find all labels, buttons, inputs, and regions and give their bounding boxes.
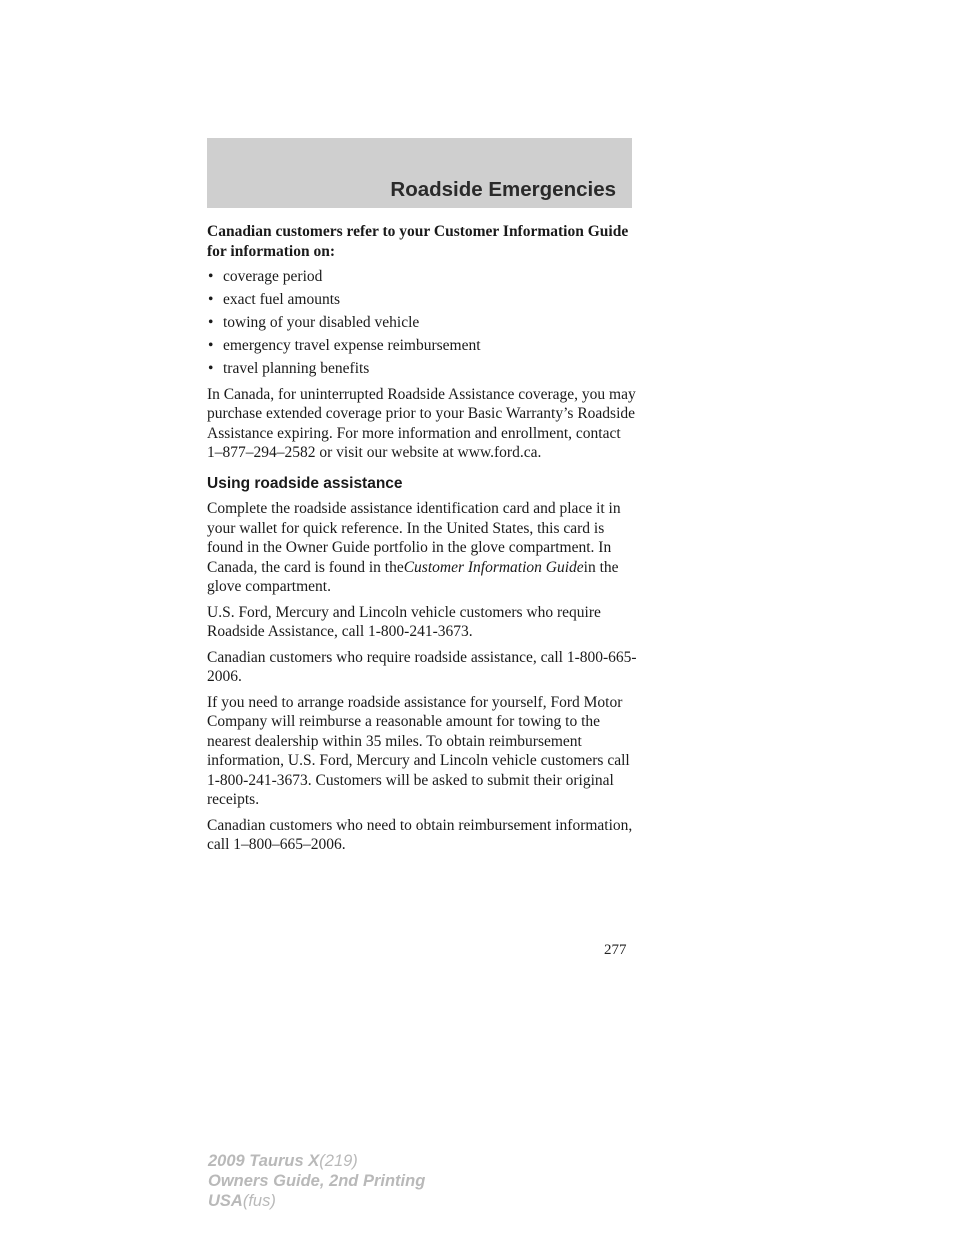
bullet-icon: • bbox=[208, 337, 214, 354]
canadian-reimbursement-paragraph: Canadian customers who need to obtain reimbursement information, call 1–800–665–2006. bbox=[207, 816, 633, 853]
footer-market-line bbox=[208, 1191, 425, 1211]
section-title: Roadside Emergencies bbox=[390, 178, 616, 201]
list-item-text: travel planning benefits bbox=[223, 360, 370, 377]
canada-intro: Canadian customers refer to your Customer Information Guide for information on: bbox=[207, 223, 629, 260]
list-item-text: coverage period bbox=[223, 268, 323, 285]
list-item-text: exact fuel amounts bbox=[223, 291, 341, 308]
bullet-icon: • bbox=[208, 360, 214, 377]
canada-info-list bbox=[207, 267, 639, 379]
id-card-text-end: in the glove compartment. bbox=[207, 558, 619, 595]
bullet-icon: • bbox=[208, 291, 214, 308]
id-card-paragraph bbox=[207, 499, 639, 597]
list-item bbox=[207, 290, 639, 310]
footer-market: USA bbox=[208, 1192, 243, 1210]
footer-model-code: (219) bbox=[319, 1152, 358, 1170]
canadian-customers-paragraph: Canadian customers who require roadside assistance, call 1-800-665-2006. bbox=[207, 648, 637, 685]
list-item bbox=[207, 336, 639, 356]
footer-model-line bbox=[208, 1151, 425, 1171]
bullet-icon: • bbox=[208, 268, 214, 285]
section-header-band bbox=[207, 138, 632, 208]
bullet-icon: • bbox=[208, 314, 214, 331]
footer-model: 2009 Taurus X bbox=[208, 1152, 320, 1170]
id-card-text-start: Complete the roadside assistance identification card and place it in your wallet for quick reference. In the United States, this card is found in the Owner Guide portfolio in the glove compartment. In Canada, the card is found in the bbox=[207, 500, 621, 576]
us-customers-paragraph: U.S. Ford, Mercury and Lincoln vehicle customers who require Roadside Assistance, call 1-800-241-3673. bbox=[207, 603, 601, 640]
list-item bbox=[207, 267, 639, 287]
footer-guide-line bbox=[208, 1171, 425, 1191]
using-roadside-heading: Using roadside assistance bbox=[207, 474, 403, 492]
list-item-text: towing of your disabled vehicle bbox=[223, 314, 420, 331]
list-item-text: emergency travel expense reimbursement bbox=[223, 337, 481, 354]
extended-coverage-paragraph: In Canada, for uninterrupted Roadside Assistance coverage, you may purchase extended coverage prior to your Basic Warranty’s Roadside Assistance expiring. For more information and enrollment, contact 1–877–294–2582 or visit our website at www.ford.ca. bbox=[207, 385, 636, 461]
page-number: 277 bbox=[604, 942, 627, 958]
list-item bbox=[207, 359, 639, 379]
document-footer bbox=[208, 1151, 425, 1211]
list-item bbox=[207, 313, 639, 333]
footer-market-code: (fus) bbox=[242, 1192, 276, 1210]
customer-guide-title: Customer Information Guide bbox=[403, 558, 584, 576]
footer-guide: Owners Guide, 2nd Printing bbox=[208, 1172, 426, 1190]
page-content bbox=[207, 222, 639, 861]
reimbursement-paragraph: If you need to arrange roadside assistance for yourself, Ford Motor Company will reimburse a reasonable amount for towing to the nearest dealership within 35 miles. To obtain reimbursement information, U.S. Ford, Mercury and Lincoln vehicle customers call 1-800-241-3673. Customers will be asked to submit their original receipts. bbox=[207, 693, 630, 808]
